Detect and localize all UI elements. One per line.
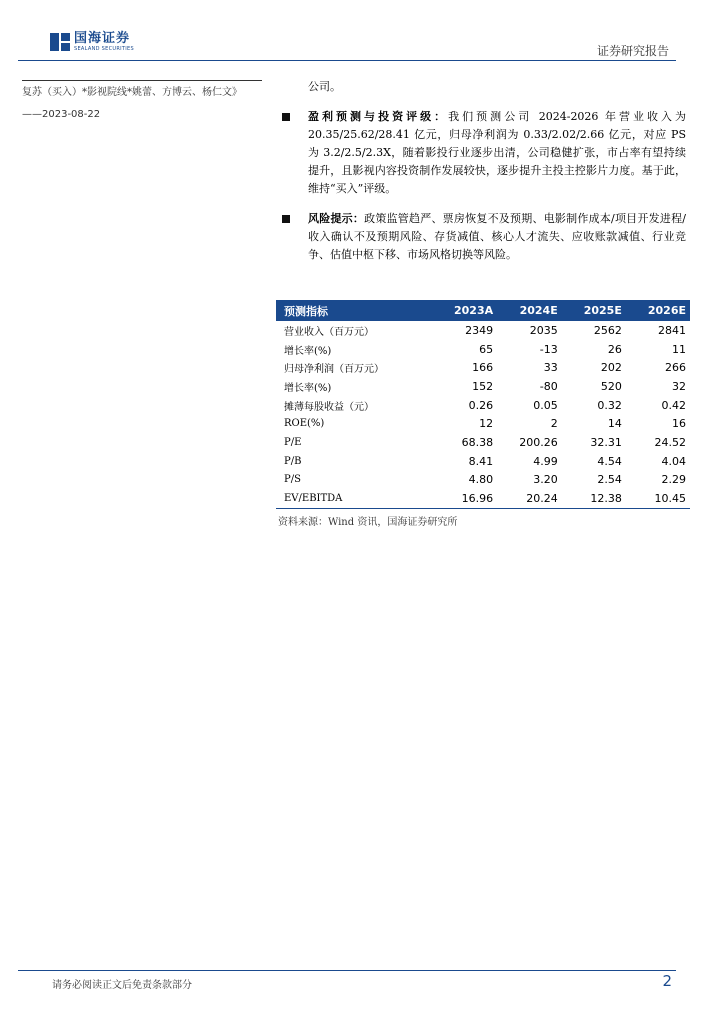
table-cell: 68.38 — [461, 435, 494, 449]
table-cell: 16.96 — [432, 489, 498, 508]
table-source: 资料来源：Wind 资讯，国海证券研究所 — [278, 516, 458, 528]
left-sidebar — [22, 80, 262, 123]
column-header: 2025E — [583, 304, 622, 317]
square-bullet-icon — [282, 113, 290, 121]
bullet-title: 风险提示： — [308, 212, 365, 225]
table-cell: -80 — [539, 379, 558, 393]
doc-type-label: 证券研究报告 — [596, 44, 669, 58]
footer-divider — [18, 970, 676, 971]
table-row — [276, 340, 690, 359]
table-row — [276, 396, 690, 415]
row-label: ROE(%) — [284, 418, 325, 430]
bullet-body: 政策监管趋严、票房恢复不及预期、电影制作成本/项目开发进程/收入确认不及预期风险、存货减值、核心人才流失、应收账款减值、行业竞争、估值中枢下移、市场风格切换等风险。 — [308, 212, 686, 261]
table-cell: 520 — [600, 379, 622, 393]
table-cell: 32.31 — [590, 435, 622, 449]
table-cell: 65 — [479, 342, 494, 356]
table-cell: 10.45 — [626, 489, 690, 508]
logo-name-en: SEALAND SECURITIES — [74, 46, 134, 52]
table-cell: 266 — [665, 361, 686, 375]
row-label: 归母净利润（百万元） — [284, 364, 384, 376]
header-divider — [18, 60, 676, 61]
table-cell: 4.80 — [468, 473, 494, 487]
table-cell: 166 — [472, 361, 494, 375]
row-label: 营业收入（百万元） — [284, 326, 374, 338]
table-cell: 152 — [472, 379, 494, 393]
table-cell: 24.52 — [654, 435, 686, 449]
table-cell: 2035 — [529, 323, 558, 337]
table-cell: 12 — [479, 417, 494, 431]
table-row — [276, 377, 690, 396]
table-cell: 4.54 — [597, 454, 622, 468]
bullet-title: 盈利预测与投资评级： — [308, 110, 449, 123]
table-cell: 12.38 — [562, 489, 626, 508]
table-cell: 14 — [607, 417, 622, 431]
table-cell: 2562 — [593, 323, 622, 337]
table-cell: -13 — [539, 342, 558, 356]
continuation-text: 公司。 — [308, 80, 341, 93]
table-cell: 11 — [672, 342, 686, 356]
bullet-body: 我们预测公司 2024-2026 年营业收入为 20.35/25.62/28.41 亿元，归母净利润为 0.33/2.02/2.66 亿元，对应 PS 为 3.2/2.5/2.3X，随着影投行业逐步出清，公司稳健扩张，市占率有望持续提升，且影视内容投资制作发展较快，逐步提升主投主控影片力度。基于此，维持“买入”评级。 — [308, 110, 687, 195]
table-row — [276, 471, 690, 490]
table-cell: 2 — [550, 417, 558, 431]
column-header: 预测指标 — [284, 304, 328, 318]
table-cell: 4.04 — [661, 454, 686, 468]
table-cell: 3.20 — [533, 473, 558, 487]
column-header: 2023A — [453, 304, 494, 317]
table-cell: 8.41 — [468, 454, 494, 468]
column-header: 2026E — [647, 304, 686, 317]
table-cell: 0.42 — [661, 398, 686, 412]
main-content — [282, 78, 686, 264]
table-cell: 2841 — [658, 323, 686, 337]
table-cell: 32 — [672, 379, 686, 393]
related-report-date: ——2023-08-22 — [22, 109, 101, 120]
page-number: 2 — [662, 972, 672, 990]
table-row — [276, 489, 690, 508]
forecast-table — [276, 300, 690, 509]
table-cell: 2.54 — [597, 473, 622, 487]
table-cell: 33 — [543, 361, 558, 375]
row-label: 增长率(%) — [284, 345, 332, 357]
table-cell: 2349 — [465, 323, 494, 337]
logo-name-cn: 国海证券 — [74, 31, 131, 46]
row-label: 摊薄每股收益（元） — [284, 401, 374, 413]
table-cell: 4.99 — [533, 454, 558, 468]
forecast-table-section — [276, 300, 690, 528]
table-row — [276, 414, 690, 433]
related-report-ref: 复苏（买入）*影视院线*姚蕾、方博云、杨仁文》 — [22, 87, 242, 98]
table-cell: 20.24 — [497, 489, 562, 508]
table-cell: 2.29 — [661, 473, 686, 487]
table-cell: 26 — [607, 342, 622, 356]
bullet-forecast — [282, 108, 686, 198]
table-row — [276, 358, 690, 377]
row-label: 增长率(%) — [284, 382, 332, 394]
table-row — [276, 433, 690, 452]
table-cell: 202 — [600, 361, 622, 375]
column-header: 2024E — [519, 304, 558, 317]
row-label: P/E — [284, 436, 302, 448]
table-row — [276, 321, 690, 340]
row-label: EV/EBITDA — [276, 489, 432, 508]
table-cell: 0.05 — [533, 398, 558, 412]
logo-icon — [50, 33, 70, 51]
table-cell: 0.26 — [468, 398, 494, 412]
left-divider — [22, 80, 262, 81]
row-label: P/B — [284, 455, 302, 467]
table-cell: 0.32 — [597, 398, 622, 412]
table-row — [276, 452, 690, 471]
row-label: P/S — [284, 474, 301, 486]
bullet-risk — [282, 210, 686, 264]
table-cell: 200.26 — [519, 435, 558, 449]
table-cell: 16 — [672, 417, 686, 431]
square-bullet-icon — [282, 215, 290, 223]
company-logo — [50, 32, 134, 52]
table-header-row — [276, 300, 690, 321]
footer-disclaimer: 请务必阅读正文后免责条款部分 — [52, 980, 192, 991]
